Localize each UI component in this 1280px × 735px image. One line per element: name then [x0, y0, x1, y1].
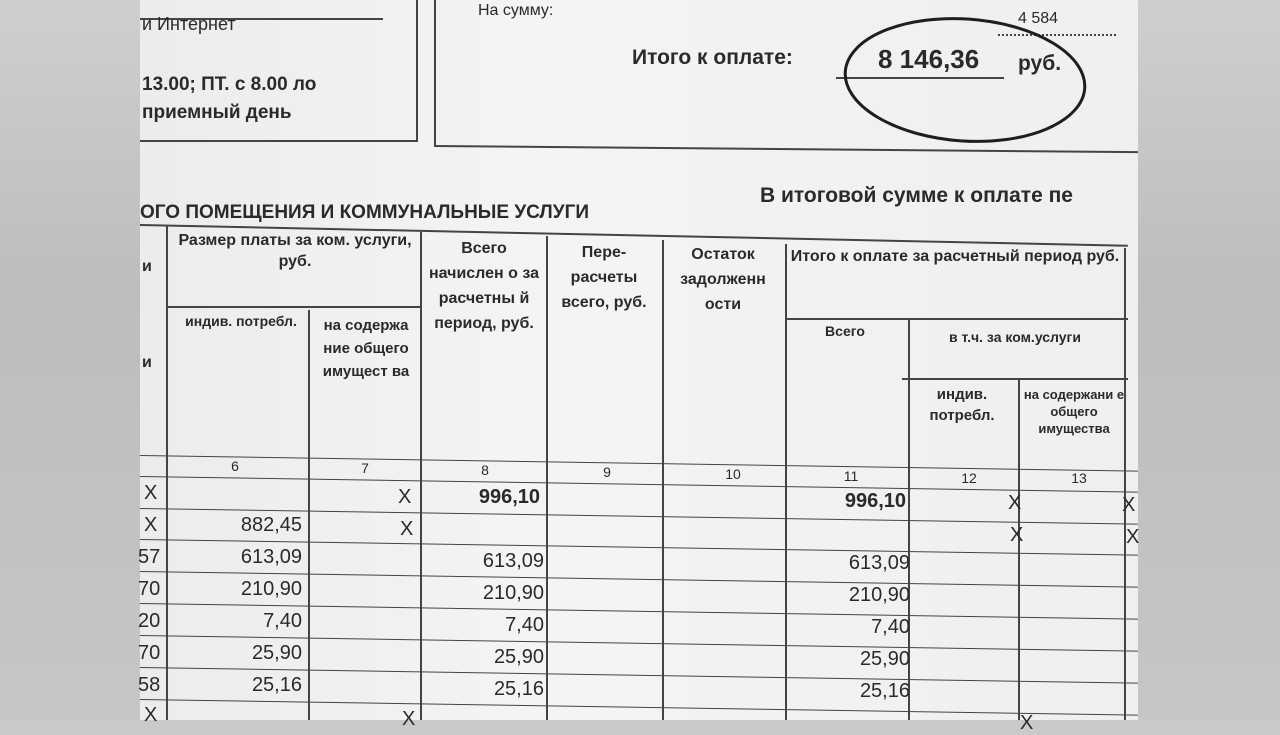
cell-c8: 25,16 — [493, 678, 544, 700]
blurred-background-left — [0, 0, 140, 720]
cell-c11: 7,40 — [871, 616, 910, 638]
table-border — [308, 310, 310, 720]
header-pay-group: Итого к оплате за расчетный период руб. — [790, 248, 1120, 265]
currency-label: руб. — [1018, 52, 1062, 75]
stub-header-fragment: и — [142, 354, 152, 371]
column-number: 6 — [231, 458, 239, 474]
row-line — [140, 455, 1138, 472]
total-label: Итого к оплате: — [632, 46, 793, 69]
notice-text: В итоговой сумме к оплате пе — [760, 184, 1073, 207]
cell-c6: 210,90 — [240, 578, 302, 600]
stub-cell: 70 — [138, 642, 161, 664]
divider — [140, 140, 418, 142]
header-recalc: Пере-расчеты всего, руб. — [561, 244, 647, 311]
divider — [416, 0, 418, 141]
cell-c13: X — [1126, 526, 1140, 548]
header-size-group: Размер платы за ком. услуги, руб. — [178, 232, 412, 270]
row-line — [140, 699, 1138, 716]
header-incl-indiv: индив. потребл. — [929, 386, 995, 424]
column-number: 12 — [961, 470, 977, 486]
stub-cell: X — [144, 482, 158, 504]
column-number: 13 — [1071, 470, 1087, 486]
cell-c6: 25,90 — [251, 642, 302, 664]
column-number: 9 — [603, 464, 611, 480]
table-border — [785, 318, 1128, 320]
section-title: ОГО ПОМЕЩЕНИЯ И КОММУНАЛЬНЫЕ УСЛУГИ — [140, 202, 590, 223]
header-incl-group: в т.ч. за ком.услуги — [949, 329, 1081, 345]
stub-cell: X — [144, 514, 158, 536]
row-line — [140, 476, 1138, 493]
header-incl-common: на содержани е общего имущества — [1023, 387, 1125, 436]
cell-c12: X — [1008, 492, 1022, 514]
header-pay-total: Всего — [825, 323, 865, 339]
utility-bill-document — [138, 0, 1140, 734]
stub-cell: 70 — [138, 578, 161, 600]
header-common: на содержа ние общего имущест ва — [322, 317, 410, 380]
cell-c13: X — [1122, 494, 1136, 516]
cell-c7: X — [398, 486, 412, 508]
stub-cell: 20 — [138, 610, 161, 632]
cell-c6: 613,09 — [240, 546, 302, 568]
column-number: 8 — [481, 462, 489, 478]
stub-cell: 57 — [138, 546, 161, 568]
cell-c8: 210,90 — [482, 582, 544, 604]
table-border — [546, 236, 548, 720]
cell-c8: 996,10 — [478, 486, 540, 508]
cell-c7: X — [402, 708, 416, 730]
cell-c6: 7,40 — [263, 610, 302, 632]
stub-header-fragment: и — [142, 258, 152, 275]
cell-c11: 210,90 — [848, 584, 910, 606]
cell-c12: X — [1010, 524, 1024, 546]
total-value: 8 146,36 — [878, 44, 980, 74]
hours-text: 13.00; ПТ. с 8.00 ло — [142, 74, 317, 95]
table-border — [785, 244, 787, 720]
sum-value: 4 584 — [1018, 10, 1059, 27]
table-border — [166, 226, 168, 720]
header-indiv: индив. потребл. — [185, 313, 297, 329]
stub-cell: X — [144, 704, 158, 726]
header-total-accrued: Всего начислен о за расчетны й период, руб. — [428, 240, 539, 332]
table-border — [1018, 380, 1020, 720]
cell-c12: X — [1020, 712, 1034, 734]
cell-c11: 25,90 — [859, 648, 910, 670]
table-border — [166, 306, 420, 308]
cell-c6: 882,45 — [240, 514, 302, 536]
cell-c7: X — [400, 518, 414, 540]
cell-c6: 25,16 — [251, 674, 302, 696]
cell-c11: 613,09 — [848, 552, 910, 574]
hand-drawn-circle — [840, 14, 1100, 150]
stub-cell: 58 — [138, 674, 161, 696]
sum-label: На сумму: — [478, 2, 554, 19]
cell-c8: 7,40 — [505, 614, 544, 636]
cell-c11: 25,16 — [859, 680, 910, 702]
divider — [434, 0, 436, 146]
contact-text: и Интернет — [142, 14, 236, 34]
table-border — [420, 232, 422, 720]
column-number: 10 — [725, 466, 741, 482]
column-number: 11 — [843, 468, 859, 484]
cell-c11: 996,10 — [844, 490, 906, 512]
header-debt: Остаток задолженн ости — [680, 246, 766, 313]
reception-text: приемный день — [142, 102, 292, 123]
blurred-background-right — [1138, 0, 1280, 720]
cell-c8: 25,90 — [493, 646, 544, 668]
column-number: 7 — [361, 460, 369, 476]
cell-c8: 613,09 — [482, 550, 544, 572]
table-border — [902, 378, 1128, 380]
